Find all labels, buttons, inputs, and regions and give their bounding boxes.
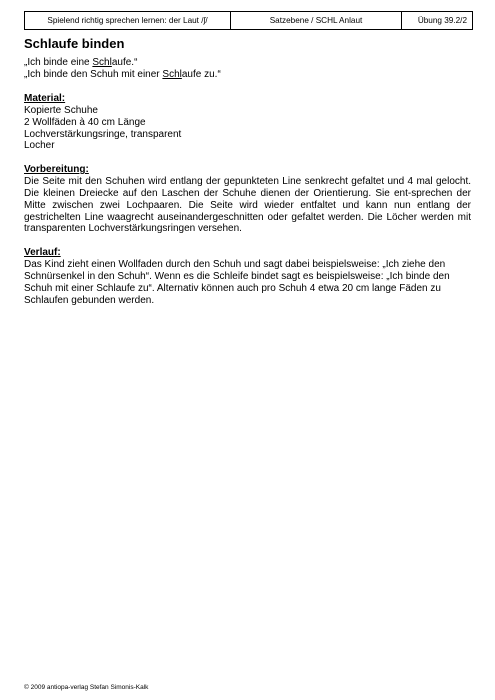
material-item: 2 Wollfäden à 40 cm Länge: [24, 116, 146, 128]
vorbereitung-heading: Vorbereitung:: [24, 164, 89, 176]
header-section: Satzebene / SCHL Anlaut: [231, 12, 402, 29]
header-title: Spielend richtig sprechen lernen: der Laut /ʃ/: [25, 12, 231, 29]
underlined-sound: Schl: [162, 69, 182, 80]
example-sentence-2: „Ich binde den Schuh mit einer Schlaufe zu.“: [24, 69, 221, 80]
material-heading: Material:: [24, 93, 66, 104]
copyright-footer: © 2009 antiopa-verlag Stefan Simonis-Kalk: [24, 684, 149, 691]
verlauf-text: Das Kind zieht einen Wollfaden durch den Schuh und sagt dabei beispielsweise: „Ich ziehe den Schnürsenkel in den Schuh“. Wenn es die Schleife bindet sagt es beispielsweise: „Ich binde den Schuh mit einer Schlaufe zu“. Alternativ können auch pro Schuh 4 etwa 20 cm lange Fäden zu Schlaufen gebunden werden.: [24, 259, 450, 306]
page-title: Schlaufe binden: [24, 36, 125, 51]
material-item: Locher: [24, 140, 55, 152]
underlined-sound: Schl: [92, 57, 112, 68]
vorbereitung-section: [24, 164, 471, 235]
material-item: Kopierte Schuhe: [24, 105, 98, 116]
verlauf-heading: Verlauf:: [24, 247, 61, 259]
vorbereitung-text: Die Seite mit den Schuhen wird entlang der gepunkteten Line senkrecht gefaltet und 4 mal gelocht. Die kleinen Dreiecke auf den Laschen der Schuhe dienen der Orientierung. Sie ent-sprechen der Mitte zwischen zwei Lochpaaren. Die Seite wird wieder entfaltet und kann nun entlang der gestrichelten Line waagrecht auseinandergeschnitten oder gefaltet werden. Die Löcher werden mit transparenten Lochverstärkungsringen versehen.: [24, 176, 471, 235]
material-section: [24, 93, 471, 152]
header-exercise-number: Übung 39.2/2: [417, 16, 467, 25]
page-content: [24, 36, 471, 306]
header-bar: [24, 11, 473, 30]
material-item: Lochverstärkungsringe, transparent: [24, 128, 182, 140]
verlauf-section: [24, 247, 471, 306]
example-sentence-1: „Ich binde eine Schlaufe.“: [24, 57, 138, 68]
